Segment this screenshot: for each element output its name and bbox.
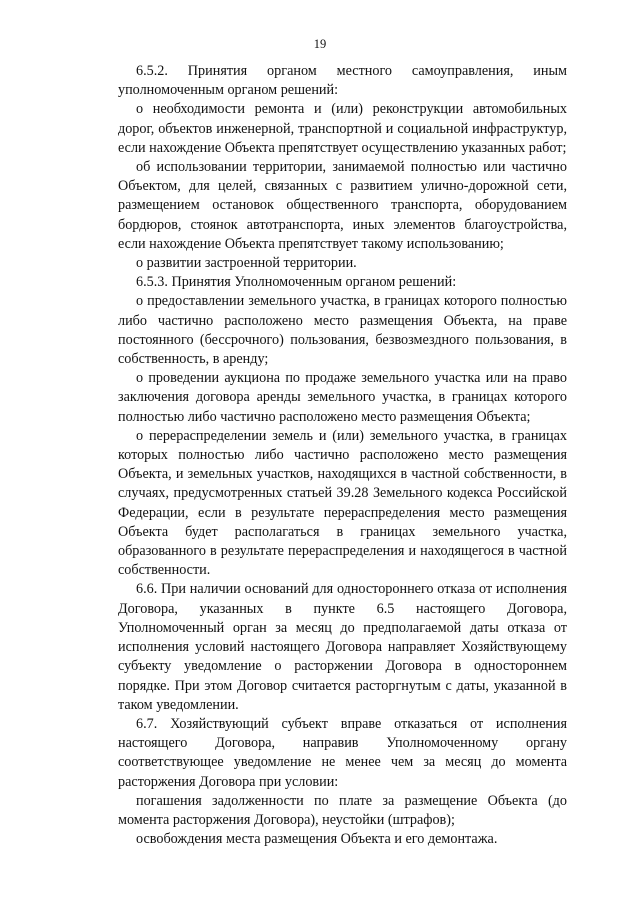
clause-6-5-2-item-repair: о необходимости ремонта и (или) реконструкции автомобильных дорог, объектов инженерной, транспортной и социальной инфраструктур, если нахождение Объекта препятствует осуществлению указанных работ;	[118, 101, 567, 156]
clause-6-5-2: 6.5.2. Принятия органом местного самоуправления, иным уполномоченным органом решений:	[118, 63, 567, 99]
document-body	[118, 62, 567, 849]
clause-6-5-3-item-land-grant: о предоставлении земельного участка, в границах которого полностью либо частично расположено место размещения Объекта, на праве постоянного (бессрочного) пользования, безвозмездного пользования, в собственность, в аренду;	[118, 293, 567, 368]
clause-6-5-2-item-development: о развитии застроенной территории.	[136, 255, 357, 272]
clause-6-5-2-item-territory-use: об использовании территории, занимаемой полностью или частично Объектом, для целей, связанных с развитием улично-дорожной сети, размещением остановок общественного транспорта, оборудованием бордюров, стоянок автотранспорта, иных элементов благоустройства, если нахождение Объекта препятствует такому использованию;	[118, 159, 567, 252]
clause-6-5-3: 6.5.3. Принятия Уполномоченным органом решений:	[136, 274, 457, 291]
clause-6-6: 6.6. При наличии оснований для одностороннего отказа от исполнения Договора, указанных в пункте 6.5 настоящего Договора, Уполномоченный орган за месяц до предполагаемой даты отказа от исполнения условий настоящего Договора направляет Хозяйствующему субъекту уведомление о расторжении Договора в одностороннем порядке. При этом Договор считается расторгнутым с даты, указанной в таком уведомлении.	[118, 581, 567, 713]
clause-6-7-condition-debt: погашения задолженности по плате за размещение Объекта (до момента расторжения Договора), неустойки (штрафов);	[118, 792, 567, 828]
clause-6-7: 6.7. Хозяйствующий субъект вправе отказаться от исполнения настоящего Договора, направив Уполномоченному органу соответствующее уведомление не менее чем за месяц до момента расторжения Договора при условии:	[118, 715, 567, 790]
clause-6-5-3-item-redistribution: о перераспределении земель и (или) земельного участка, в границах которых полностью либо частично расположено место размещения Объекта, и земельных участков, находящихся в частной собственности, в случаях, предусмотренных статьей 39.28 Земельного кодекса Российской Федерации, если в результате перераспределения место размещения Объекта будет располагаться в границах земельного участка, образованного в результате перераспределения и находящегося в частной собственности.	[118, 427, 567, 579]
clause-6-7-condition-dismantle: освобождения места размещения Объекта и его демонтажа.	[136, 831, 498, 848]
clause-6-5-3-item-auction: о проведении аукциона по продаже земельного участка или на право заключения договора аренды земельного участка, в границах которого полностью либо частично расположено место размещения Объекта;	[118, 370, 567, 425]
page-number: 19	[313, 37, 327, 51]
